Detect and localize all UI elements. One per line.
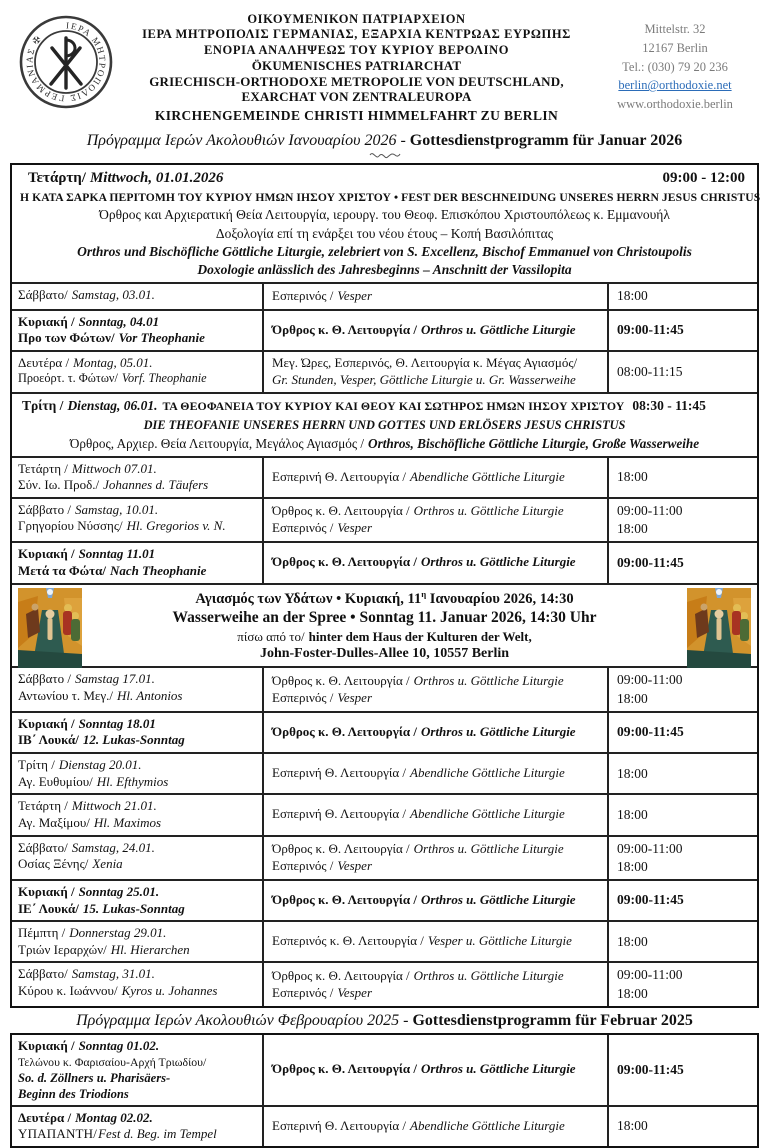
service-german: Orthros u. Göttliche Liturgie — [421, 554, 576, 570]
service-greek: Όρθρος κ. Θ. Λειτουργία / — [272, 723, 417, 739]
table-row — [12, 309, 757, 350]
service-desc-greek: Όρθρος και Αρχιερατική Θεία Λειτουργία, ιερουργ. του Θεοφ. Επισκόπου Χριστουπόλεως κ. Εμμανουήλ — [99, 207, 670, 223]
service-greek: Όρθρος κ. Θ. Λειτουργία / — [272, 554, 417, 570]
feast-greek: Τελώνου κ. Φαρισαίου-Αρχή Τριωδίου/ — [18, 1054, 207, 1069]
service-greek: Όρθρος κ. Θ. Λειτουργία / — [272, 503, 410, 519]
day-greek: Τρίτη / — [18, 757, 55, 773]
service-german: Vesper u. Göttliche Liturgie — [427, 933, 572, 949]
org-line-greek: ΟΙΚΟΥΜΕΝΙΚΟΝ ΠΑΤΡΙΑΡΧΕΙΟΝ — [247, 12, 466, 26]
banner-line-greek: Αγιασμός των Υδάτων • Κυριακή, $11^\eta$ Ιανουαρίου 2026, 14:30 — [195, 588, 574, 607]
theophany-icon — [18, 588, 82, 673]
service-greek: Όρθρος κ. Θ. Λειτουργία / — [272, 672, 410, 688]
service-german: Orthros u. Göttliche Liturgie — [413, 503, 564, 519]
ornament-icon — [10, 150, 759, 160]
day-german: Samstag, 03.01. — [71, 287, 155, 303]
day-german: Sonntag 25.01. — [78, 883, 160, 899]
service-german: Vesper — [337, 857, 373, 873]
service-german: Orthros u. Göttliche Liturgie — [421, 723, 576, 739]
service-german: Orthros u. Göttliche Liturgie — [421, 892, 576, 908]
service-greek: Εσπερινή Θ. Λειτουργία / — [272, 1118, 406, 1134]
location-greek: πίσω από το/ — [237, 629, 305, 645]
service-greek: Εσπερινός / — [272, 287, 334, 303]
day-greek: Σάββατο / — [18, 671, 72, 687]
day-greek: Σάββατο/ — [18, 966, 68, 982]
feast-german: Hl. Hierarchen — [110, 941, 190, 957]
letterhead-titles — [122, 10, 591, 124]
service-greek: Εσπερινή Θ. Λειτουργία / — [272, 468, 406, 484]
service-time: 09:00-11:45 — [617, 322, 684, 338]
new-year-header — [20, 169, 749, 189]
day-greek: Τετάρτη / — [18, 460, 68, 476]
day-greek: Κυριακή / — [18, 1037, 75, 1053]
day-greek: Δευτέρα / — [18, 1109, 72, 1125]
day-german: Samstag, 31.01. — [71, 966, 155, 982]
service-greek: Εσπερινός / — [272, 984, 334, 1000]
feast-greek: Μετά τα Φώτα/ — [18, 562, 106, 578]
day-greek: Τετάρτη / — [18, 798, 68, 814]
org-line-greek: ΙΕΡΑ ΜΗΤΡΟΠΟΛΙΣ ΓΕΡΜΑΝΙΑΣ, ΕΞΑΡΧΙΑ ΚΕΝΤΡΩΑΣ ΕΥΡΩΠΗΣ — [142, 27, 571, 42]
day-greek: Τετάρτη/ — [28, 170, 86, 187]
letterhead — [10, 10, 759, 124]
day-greek: Σάββατο/ — [18, 839, 68, 855]
service-greek: Εσπερινός / — [272, 857, 334, 873]
day-greek: Πέμπτη / — [18, 925, 66, 941]
feast-greek: Σύν. Ιω. Προδ./ — [18, 477, 100, 493]
day-greek: Κυριακή / — [18, 883, 75, 899]
service-greek: Όρθρος κ. Θ. Λειτουργία / — [272, 1061, 417, 1077]
day-german: Mittwoch 21.01. — [71, 798, 157, 814]
service-time: 18:00 — [617, 1118, 648, 1134]
feast-greek: ΙΕ΄ Λουκά/ — [18, 900, 79, 916]
table-row — [12, 1105, 757, 1146]
service-desc-german: Doxologie anlässlich des Jahresbeginns – Anschnitt der Vassilopita — [197, 262, 572, 278]
service-german: Vesper — [337, 689, 373, 705]
service-time: 18:00 — [617, 288, 648, 304]
table-row — [12, 282, 757, 308]
service-time: 18:00 — [617, 690, 648, 706]
day-german: Sonntag 01.02. — [78, 1037, 160, 1053]
day-german: Samstag, 24.01. — [71, 839, 155, 855]
table-row — [12, 835, 757, 879]
feast-greek: ΥΠΑΠΑΝΤΗ/ — [18, 1126, 98, 1142]
day-greek: Σάββατο/ — [18, 287, 68, 303]
service-greek: Εσπερινή Θ. Λειτουργία / — [272, 806, 406, 822]
table-row — [12, 1035, 757, 1105]
table-row — [12, 920, 757, 961]
table-row — [12, 456, 757, 497]
service-german: Vesper — [337, 984, 373, 1000]
feast-german: Hl. Maximos — [93, 814, 162, 830]
metropolis-seal-logo — [10, 10, 122, 110]
feast-greek: Αγ. Μαξίμου/ — [18, 814, 90, 830]
title-greek: Πρόγραμμα Ιερών Ακολουθιών Ιανουαρίου 2026 - — [86, 132, 406, 150]
theophany-icon — [687, 588, 751, 673]
table-row — [12, 879, 757, 920]
theophany-header — [20, 398, 749, 414]
day-german: Mittwoch, 01.01.2026 — [89, 170, 224, 187]
service-greek: Όρθρος κ. Θ. Λειτουργία / — [272, 321, 417, 337]
feast-greek: Αντωνίου τ. Μεγ./ — [18, 687, 113, 703]
title-greek: Πρόγραμμα Ιερών Ακολουθιών Φεβρουαρίου 2025 - — [76, 1011, 409, 1029]
banner-line-german: Wasserweihe an der Spree • Sonntag 11. Januar 2026, 14:30 Uhr — [172, 609, 597, 627]
feast-german: Nach Theophanie — [109, 562, 207, 578]
day-greek: Τρίτη / — [22, 397, 64, 413]
day-german: Samstag, 10.01. — [75, 501, 159, 517]
service-time: 18:00 — [617, 933, 648, 949]
parish-name: KIRCHENGEMEINDE CHRISTI HIMMELFAHRT ZU BERLIN — [154, 108, 559, 124]
service-time: 08:30 - 11:45 — [632, 397, 706, 413]
service-german: Abendliche Göttliche Liturgie — [410, 806, 565, 822]
theophany-services — [20, 436, 749, 452]
service-german: Vesper — [337, 520, 373, 536]
service-german: Orthros u. Göttliche Liturgie — [413, 967, 564, 983]
day-german: Sonntag, 04.01 — [78, 313, 160, 329]
service-time: 09:00 - 12:00 — [662, 170, 745, 187]
service-greek: Εσπερινή Θ. Λειτουργία / — [272, 765, 406, 781]
seal-ring-text: ΙΕΡΑ ΜΗΤΡΟΠΟΛΙΣ ΓΕΡΜΑΝΙΑΣ ✠ — [24, 20, 108, 104]
service-greek: Εσπερινός / — [272, 520, 334, 536]
banner-location-line — [90, 629, 679, 645]
service-german: Abendliche Göttliche Liturgie — [410, 765, 565, 781]
day-greek: Κυριακή / — [18, 546, 75, 562]
chi-rho-seal-icon — [18, 14, 114, 110]
service-german: Gr. Stunden, Vesper, Göttliche Liturgie u. Gr. Wasserweihe — [272, 371, 576, 387]
feast-greek: Προ των Φώτων/ — [18, 330, 115, 346]
table-row — [12, 666, 757, 710]
service-greek: Όρθρος κ. Θ. Λειτουργία / — [272, 840, 410, 856]
org-line-greek: ΕΝΟΡΙΑ ΑΝΑΛΗΨΕΩΣ ΤΟΥ ΚΥΡΙΟΥ ΒΕΡΟΛΙΝΟ — [203, 42, 510, 57]
service-time: 18:00 — [617, 858, 648, 874]
table-row — [12, 541, 757, 582]
service-time: 09:00-11:45 — [617, 1061, 684, 1077]
day-greek: Κυριακή / — [18, 313, 75, 329]
service-greek: Μεγ. Ώρες, Εσπερινός, Θ. Λειτουργία κ. Μέγας Αγιασμός/ — [272, 354, 578, 370]
org-line-german: GRIECHISCH-ORTHODOXE METROPOLIE VON DEUTSCHLAND, — [149, 73, 564, 89]
feast-greek: Κύρου κ. Ιωάννου/ — [18, 983, 118, 999]
feast-greek: Αγ. Ευθυμίου/ — [18, 773, 93, 789]
feast-german: Vorf. Theophanie — [121, 371, 207, 386]
contact-city: 12167 Berlin — [642, 40, 708, 55]
website-text: www.orthodoxie.berlin — [617, 97, 733, 111]
service-time: 08:00-11:15 — [617, 363, 683, 379]
feast-german: Hl. Efthymios — [96, 773, 169, 789]
wasserweihe-banner — [12, 583, 757, 667]
feast-title-greek: ΤΑ ΘΕΟΦΑΝΕΙΑ ΤΟΥ ΚΥΡΙΟΥ ΚΑΙ ΘΕΟΥ ΚΑΙ ΣΩΤΗΡΟΣ ΗΜΩΝ ΙΗΣΟΥ ΧΡΙΣΤΟΥ — [162, 398, 625, 413]
feast-german: So. d. Zöllners u. Pharisäers- — [18, 1070, 171, 1085]
service-greek: Όρθρος κ. Θ. Λειτουργία / — [272, 967, 410, 983]
feast-greek: Τριών Ιεραρχών/ — [18, 941, 107, 957]
service-greek: Όρθρος κ. Θ. Λειτουργία / — [272, 892, 417, 908]
table-row — [12, 752, 757, 793]
february-program-title — [10, 1012, 759, 1030]
service-time: 18:00 — [617, 469, 648, 485]
feast-greek: Γρηγορίου Νύσσης/ — [18, 518, 123, 534]
new-year-block — [12, 165, 761, 282]
service-time: 09:00-11:45 — [617, 724, 684, 740]
service-greek: Εσπερινός κ. Θ. Λειτουργία / — [272, 933, 424, 949]
feast-greek: Οσίας Ξένης/ — [18, 856, 89, 872]
feast-german: 15. Lukas-Sonntag — [82, 900, 185, 916]
theophany-block — [12, 392, 757, 456]
feast-german: Beginn des Triodions — [18, 1086, 129, 1101]
banner-address: John-Foster-Dulles-Allee 10, 10557 Berlin — [259, 646, 510, 662]
service-time: 09:00-11:45 — [617, 892, 684, 908]
title-german: Gottesdienstprogramm für Februar 2025 — [412, 1011, 693, 1029]
table-row — [12, 793, 757, 834]
service-desc-greek: Δοξολογία επί τη ενάρξει του νέου έτους – Κοπή Βασιλόπιτας — [215, 226, 554, 242]
day-german: Montag 02.02. — [75, 1109, 153, 1125]
service-german: Abendliche Göttliche Liturgie — [410, 468, 565, 484]
service-german: Orthros u. Göttliche Liturgie — [413, 840, 564, 856]
feast-title-german: DIE THEOFANIE UNSERES HERRN UND GOTTES UND ERLÖSERS JESUS CHRISTUS — [143, 417, 626, 432]
service-greek: Όρθρος, Αρχιερ. Θεία Λειτουργία, Μεγάλος Αγιασμός / — [69, 435, 365, 451]
day-greek: Δευτέρα / — [18, 354, 70, 370]
feast-german: Vor Theophanie — [118, 330, 205, 346]
feast-german: Hl. Gregorios v. N. — [126, 518, 226, 534]
feast-german: Johannes d. Täufers — [103, 477, 209, 493]
service-time: 18:00 — [617, 985, 648, 1001]
service-german: Orthros u. Göttliche Liturgie — [421, 1061, 576, 1077]
february-schedule-table — [10, 1033, 759, 1148]
feast-greek: Προεόρτ. τ. Φώτων/ — [18, 371, 118, 386]
feast-title: Η ΚΑΤΑ ΣΑΡΚΑ ΠΕΡΙΤΟΜΗ ΤΟΥ ΚΥΡΙΟΥ ΗΜΩΝ ΙΗΣΟΥ ΧΡΙΣΤΟΥ • FEST DER BESCHNEIDUNG UNSERES HERRN JESUS CHRISTUS — [20, 191, 761, 205]
table-row — [12, 711, 757, 752]
service-german: Orthros u. Göttliche Liturgie — [421, 321, 576, 337]
service-time: 09:00-11:00 — [617, 672, 683, 688]
org-line-german: EXARCHAT VON ZENTRALEUROPA — [241, 89, 472, 105]
feast-german: Xenia — [92, 856, 123, 872]
table-row — [12, 497, 757, 541]
service-time: 09:00-11:00 — [617, 967, 683, 983]
day-german: Dienstag 20.01. — [58, 757, 142, 773]
service-time: 18:00 — [617, 521, 648, 537]
january-program-title — [10, 132, 759, 150]
day-greek: Σάββατο / — [18, 501, 72, 517]
day-german: Sonntag 18.01 — [78, 715, 156, 731]
service-desc-german: Orthros und Bischöfliche Göttliche Liturgie, zelebriert von S. Excellenz, Bischof Emmanuel von Christoupolis — [77, 244, 692, 260]
service-time: 09:00-11:00 — [617, 840, 683, 856]
feast-german: Hl. Antonios — [117, 687, 183, 703]
service-german: Abendliche Göttliche Liturgie — [410, 1118, 565, 1134]
service-german: Vesper — [337, 287, 373, 303]
service-time: 09:00-11:00 — [617, 502, 683, 518]
day-german: Montag, 05.01. — [73, 354, 153, 370]
day-german: Samstag 17.01. — [75, 671, 155, 687]
title-german: Gottesdienstprogramm für Januar 2026 — [409, 132, 683, 150]
day-greek: Κυριακή / — [18, 715, 75, 731]
location-german: hinter dem Haus der Kulturen der Welt, — [308, 629, 532, 645]
feast-german: Kyros u. Johannes — [121, 983, 218, 999]
contact-block — [591, 10, 759, 114]
feast-german: 12. Lukas-Sonntag — [82, 732, 185, 748]
feast-greek: ΙΒ΄ Λουκά/ — [18, 732, 79, 748]
service-time: 18:00 — [617, 765, 648, 781]
service-german: Orthros u. Göttliche Liturgie — [413, 672, 564, 688]
contact-street: Mittelstr. 32 — [644, 22, 706, 36]
service-german: Orthros, Bischöfliche Göttliche Liturgie, Große Wasserweihe — [368, 435, 700, 451]
email-link[interactable]: berlin@orthodoxie.net — [618, 78, 732, 93]
day-german: Dienstag, 06.01. — [67, 397, 158, 413]
day-german: Mittwoch 07.01. — [71, 460, 157, 476]
org-line-german: ÖKUMENISCHES PATRIARCHAT — [251, 57, 462, 73]
service-time: 09:00-11:45 — [617, 554, 684, 570]
january-schedule-table — [10, 163, 759, 1008]
contact-phone: Tel.: (030) 79 20 236 — [622, 59, 728, 74]
service-time: 18:00 — [617, 806, 648, 822]
day-german: Donnerstag 29.01. — [69, 925, 167, 941]
table-row — [12, 350, 757, 392]
service-greek: Εσπερινός / — [272, 689, 334, 705]
feast-german: Fest d. Beg. im Tempel — [98, 1126, 217, 1142]
day-german: Sonntag 11.01 — [78, 546, 156, 562]
table-row — [12, 961, 757, 1005]
